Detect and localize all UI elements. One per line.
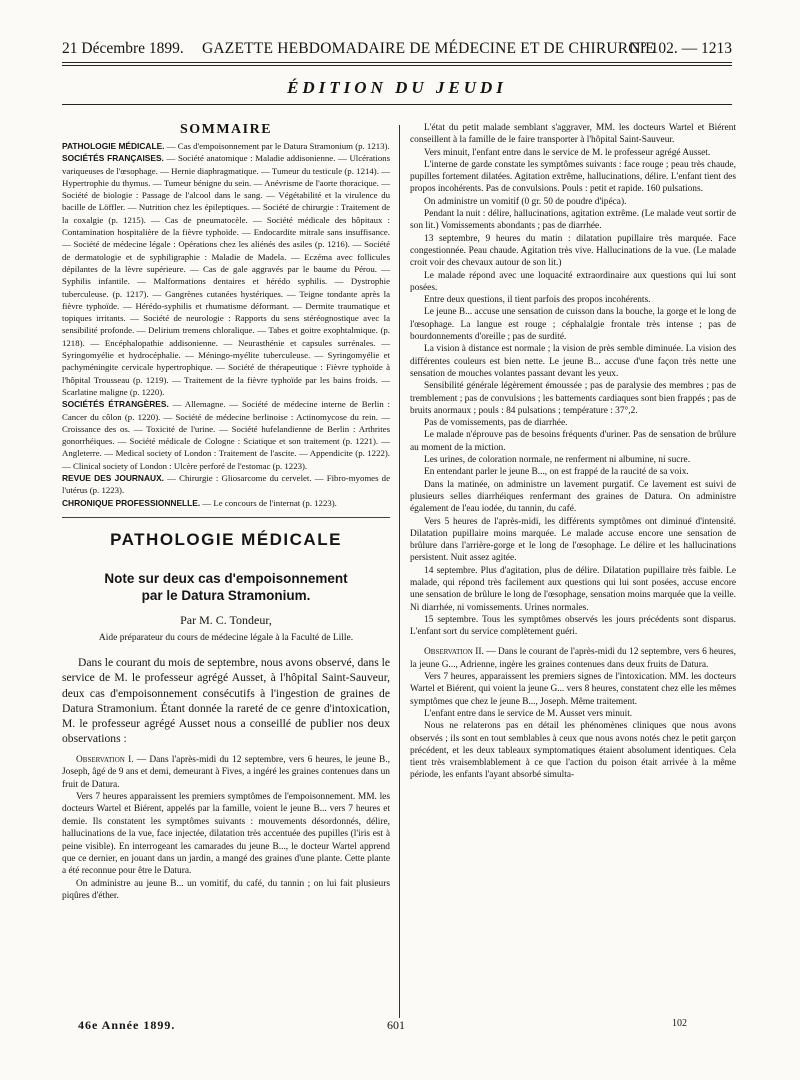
sommaire-entry-label: SOCIÉTÉS ÉTRANGÈRES. [62,399,169,410]
sommaire-entry [62,140,390,152]
article-intro: Dans le courant du mois de septembre, nous avons observé, dans le service de M. le professeur agrégé Ausset, à l'hôpital Saint-Sauveur, deux cas d'empoisonnement consécutifs à l'ingestion de graines de Datura Stramonium. Étant donnée la rareté de ce genre d'intoxication, M. le professeur agrégé Ausset nous a conseillé de publier nos deux observations : [62,655,390,746]
case-paragraph: 14 septembre. Plus d'agitation, plus de délire. Dilatation pupillaire très faible. Le malade, qui répond très facilement aux questions qui lui sont posées, accuse encore une sensation de brûlure le long de l'œsophage, sensation moins marquée que la veille. Ni diarrhée, ni vomissements. Urines normales. [410,565,736,613]
sommaire-entry-text: — Allemagne. — Société de médecine interne de Berlin : Cancer du côlon (p. 1220). — Société de médecine berlinoise : Actinomycose du rein. — Croissance des os. — Toxicité de l'urine. — Société hufelandienne de Berlin : Arthrites gonorrhéiques. — Société médicale de Cologne : Sciatique et son traitement (p. 1221). — Angleterre. — Medical society of London : Traitement de l'ascite. — Appendicite (p. 1222). — Clinical society of London : Ulcère perforé de l'estomac (p. 1223). [62,399,390,471]
case-paragraph: Pas de vomissements, pas de diarrhée. [424,418,568,429]
journal-title: GAZETTE HEBDOMADAIRE DE MÉDECINE ET DE CHIRURGIE [202,40,655,57]
edition-heading: ÉDITION DU JEUDI [287,78,507,97]
case-paragraph: L'interne de garde constate les symptômes suivants : face rouge ; peau très chaude, pupilles fortement dilatées. Agitation extrême, hallucinations, délire. L'enfant tient des propos incohérents. Pas de convulsions. Pouls : petit et rapide. 160 pulsations. [410,159,736,195]
sommaire-entry-label: PATHOLOGIE MÉDICALE. [62,141,165,151]
sommaire-entry-text: — Cas d'empoisonnement par le Datura Stramonium (p. 1213). [164,141,390,151]
case-paragraph: Le malade n'éprouve pas de besoins fréquents d'uriner. Pas de sensation de brûlure au moment de la miction. [410,430,736,453]
article-title [62,570,390,604]
case-paragraph: Le malade répond avec une loquacité extraordinaire aux questions qui lui sont posées. [410,270,736,293]
case-paragraph: L'état du petit malade semblant s'aggraver, MM. les docteurs Wartel et Biérent conseillent à la famille de le faire transporter à l'hôpital Saint-Sauveur. [410,123,736,146]
page-number-center: 601 [387,1018,405,1032]
case-paragraph: On administre un vomitif (0 gr. 50 de poudre d'ipéca). [424,196,627,207]
section-title: PATHOLOGIE MÉDICALE [110,529,342,549]
case-paragraph: Dans la matinée, on administre un lavement purgatif. Ce lavement est suivi de plusieurs selles diarrhéiques renfermant des graines de Datura. On administre également de l'eau iodée, du tannin, du café. [410,479,736,515]
observation-paragraph [62,754,390,791]
observation-paragraph: Nous ne relaterons pas en détail les phénomènes cliniques que nous avons observés ; ils sont en tout semblables à ceux que nous avons notés chez le petit garçon précédent, et les deux tableaux symptomatiques étaient absolument identiques. Cela tient très vraisemblablement à ce que l'action du poison était arrivée à la même période, les enfants l'ayant absorbé simulta- [410,721,736,781]
observation-text: — Dans le courant de l'après-midi du 12 septembre, vers 6 heures, la jeune G..., Adrienne, ingère les graines contenues dans deux fruits de Datura. [410,647,736,670]
case-paragraph: Entre deux questions, il tient parfois des propos incohérents. [424,295,651,306]
sommaire-entry-text: — Chirurgie : Gliosarcome du cervelet. — Fibro-myomes de l'utérus (p. 1223). [62,473,390,496]
header-rule-top [62,62,732,63]
observation-paragraph [410,646,736,671]
sommaire-entry-label: REVUE DES JOURNAUX. [62,473,164,484]
case-paragraph: Vers minuit, l'enfant entre dans le service de M. le professeur agrégé Ausset. [424,147,711,158]
right-column [410,122,736,782]
sommaire-rule [62,517,390,518]
sommaire-entry-text: — Le concours de l'internat (p. 1223). [200,497,337,508]
edition-rule [62,104,732,105]
sommaire-entry-label: CHRONIQUE PROFESSIONNELLE. [62,497,201,508]
observation-label: Observation II. [424,647,484,658]
case-paragraph: Pendant la nuit : délire, hallucinations, agitation extrême. (Le malade veut sortir de son lit.) Vomissements abondants ; pas de diarrhée. [410,209,736,232]
case-paragraph: 15 septembre. Tous les symptômes observés les jours précédents sont disparus. L'enfant sort du service complètement guéri. [410,614,736,638]
case-paragraph: Le jeune B... accuse une sensation de cuisson dans la bouche, la gorge et le long de l'œsophage. La langue est rouge ; céphalalgie frontale très intense ; pas de bourdonnements d'oreille ; pas de surdité. [410,307,736,343]
column-divider [399,125,400,1018]
observation-paragraph: L'enfant entre dans le service de M. Ausset vers minuit. [424,708,633,719]
observation-paragraph: Vers 7 heures, apparaissent les premiers signes de l'intoxication. MM. les docteurs Wartel et Biérent, qui voient la jeune G... vers 8 heures, constatent chez elle les mêmes symptômes que chez le jeune B..., Joseph. Même traitement. [410,672,736,707]
sommaire-entry [62,152,390,398]
case-paragraph: En entendant parler le jeune B..., on est frappé de la raucité de sa voix. [424,467,689,478]
sommaire-entry-text: — Société anatomique : Maladie addisonienne. — Ulcérations variqueuses de l'œsophage. — Hernie diaphragmatique. — Tumeur du testicule (p. 1214). — Hypertrophie du thymus. — Tumeur bénigne du sein. — Anévrisme de l'aorte thoracique. — Société de biologie : Passage de l'alcool dans le sang. — Végétabilité et la virulence du bacille de Löffler. — Nutrition chez les épileptiques. — Société de chirurgie : Traitement de la coxalgie (p. 1215). — Cas de pneumatocèle. — Société médicale des hôpitaux : Contamination hospitalière de la fièvre typhoïde. — Endocardite mitrale sans insuffisance. — Société de médecine légale : Opérations chez les aliénés des asiles (p. 1216). — Société de dermatologie et de syphiligraphie : Maladie de Madela. — Eczéma avec follicules dépilantes de la lèvre supérieure. — Cas de gale aggravés par le baume du Pérou. — Syphilis infantile. — Malformations dentaires et hérédo syphilis. — Dystrophie tuberculeuse. (p. 1217). — Gangrènes cutanées hystériques. — Teigne tondante après la fièvre typhoïde. — Hérédo-syphilis et rhumatisme déformant. — Dermite traumatique et topiques irritants. — Société de neurologie : Rapports du sens stéréognostique avec la sensibilité profonde. — Delirium tremens chloralique. — Tabes et goitre exophtalmique. (p. 1218). — Encéphalopathie addisonienne. — Neurasthénie et capsules surrénales. — Syringomyélie et hydrocéphalie. — Méningo-myélite tuberculeuse. — Syringomyélie et pachyméningite cervicale hypertrophique. — Société de thérapeutique : Fièvre typhoïde à l'hôpital Trousseau (p. 1219). — Traitement de la fièvre typhoïde par les bains froids. — Scarlatine maligne (p. 1220). [62,153,390,397]
observation-label: Observation I. [76,754,134,765]
sheet-number: 102 [672,1018,687,1029]
author-affiliation: Aide préparateur du cours de médecine légale à la Faculté de Lille. [98,632,354,643]
sommaire-entry [62,398,390,472]
left-column [62,122,390,903]
case-paragraph: La vision à distance est normale ; la vision de près semble diminuée. La vision des différentes couleurs est bien nette. Le jeune B... accuse d'une façon très nette une sensation de mouches volantes passant devant les yeux. [410,344,736,379]
issue-date: 21 Décembre 1899. [62,40,184,57]
volume-year: 46e Année 1899. [78,1018,176,1032]
sommaire-entry-label: SOCIÉTÉS FRANÇAISES. [62,153,164,164]
header-rule-bottom [62,65,732,66]
sommaire-title: SOMMAIRE [179,122,273,137]
observation-paragraph: On administre au jeune B... un vomitif, du café, du tannin ; on lui fait plusieurs piqûres d'éther. [62,878,390,902]
case-paragraph: 13 septembre, 9 heures du matin : dilatation pupillaire très marquée. Face congestionnée. Peau chaude. Agitation très vive. Hallucinations de la vue. (Le malade croit voir des chevaux autour de son lit.) [410,233,736,269]
case-paragraph: Sensibilité générale légèrement émoussée ; pas de paralysie des membres ; pas de tremblement ; pas de convulsions ; les battements cardiaques sont bien frappés ; pas de bruits anormaux ; pouls : 84 pulsations ; température : 37°,2. [410,381,736,416]
issue-number: N° 102. — 1213 [629,40,732,57]
observation-text: — Dans l'après-midi du 12 septembre, vers 6 heures, le jeune B., Joseph, âgé de 9 ans et demi, demeurant à Fives, a ingéré les graines contenues dans un fruit de Datura. [62,754,390,790]
case-paragraph: Vers 5 heures de l'après-midi, les différents symptômes ont diminué d'intensité. Dilatation pupillaire moins marquée. Le malade accuse encore une sensation de brûlure dans l'arrière-gorge et le long de l'œsophage. Le délire et les hallucinations persistent. Nuit assez agitée. [410,516,736,564]
observation-paragraph: Vers 7 heures apparaissent les premiers symptômes de l'empoisonnement. MM. les docteurs Wartel et Biérent, appelés par la famille, voient le jeune B... vers 7 heures et demie. Ils constatent les symptômes suivants : mouvements désordonnés, délire, hallucinations de la vue, face injectée, dilatation très accentuée des pupilles (l'iris est à peine visible). En interrogeant les camarades du jeune B..., le docteur Wartel apprend que ce dernier, en jouant dans un jardin, a mangé des graines d'une plante. Cette plante a été reconnue pour être le Datura. [62,791,390,877]
article-title-line: par le Datura Stramonium. [141,587,311,603]
article-author: Par M. C. Tondeur, [180,612,272,627]
sommaire-entry [62,472,390,497]
article-title-line: Note sur deux cas d'empoisonnement [104,570,348,586]
case-paragraph: Les urines, de coloration normale, ne renferment ni albumine, ni sucre. [424,455,691,466]
sommaire-entry [62,497,390,509]
